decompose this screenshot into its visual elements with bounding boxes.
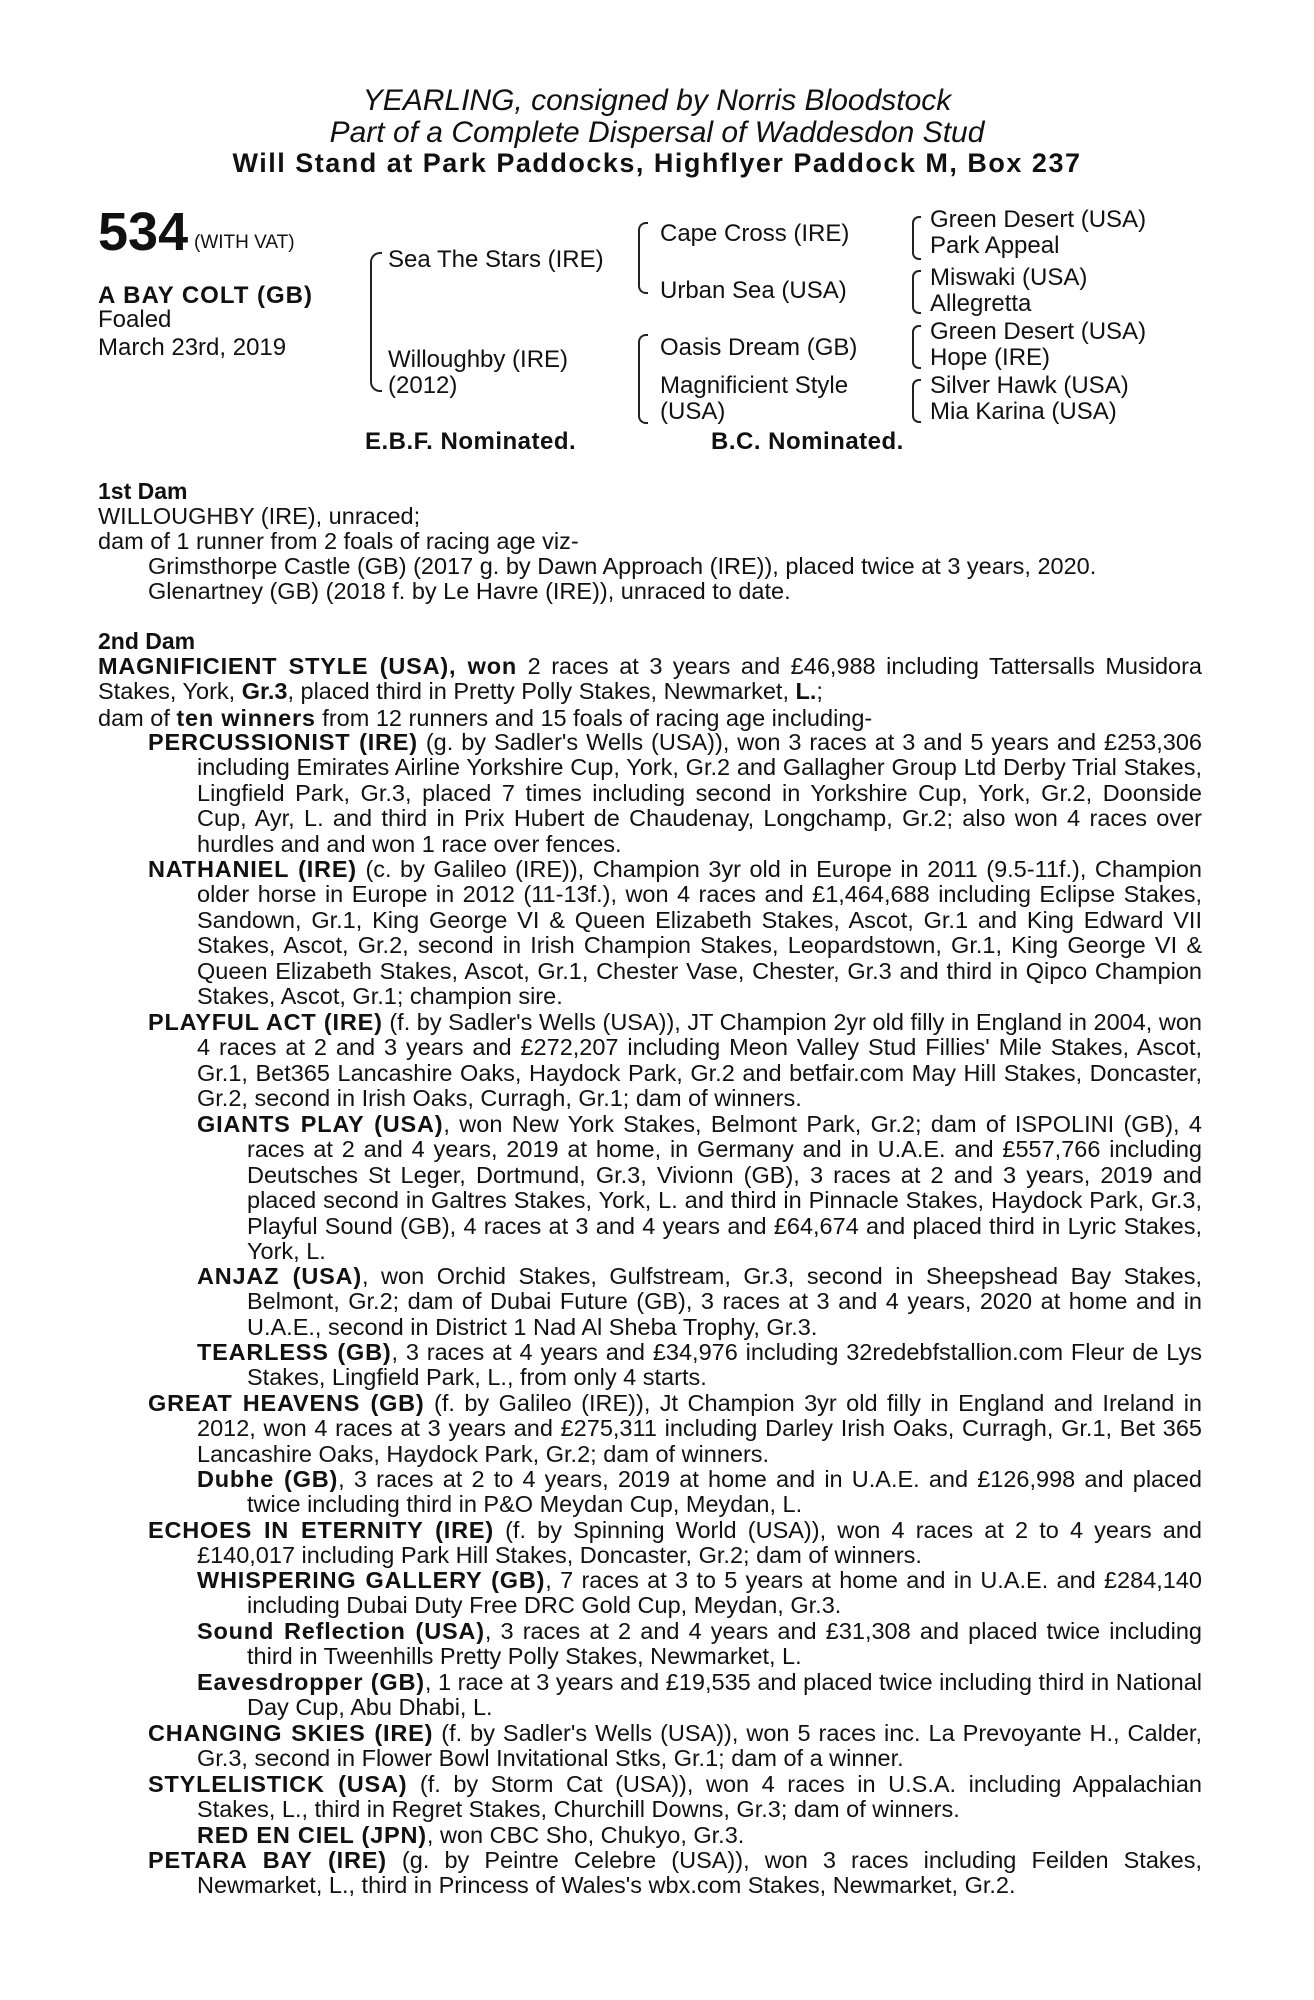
pedigree-sds: Miswaki (USA) [930,264,1088,291]
pedigree-brace-gen1 [370,252,382,392]
foaled-label: Foaled [98,306,172,333]
pedigree-brace-ds [912,325,921,369]
pedigree-brace-dam [638,334,648,424]
produce-great-heavens: GREAT HEAVENS (GB) (f. by Galileo (IRE)), Jt Champion 3yr old filly in England and Ireland in 2012, won 4 races at 3 years and £275,311 including Darley Irish Oaks, Curragh, Gr.1, Bet 365 Lancashire Oaks, Haydock Park, Gr.2; dam of winners. [148,1390,1203,1467]
vat-label: (WITH VAT) [194,232,295,253]
produce-stylelistick: STYLELISTICK (USA) (f. by Storm Cat (USA)), won 4 races in U.S.A. including Appalachian Stakes, L., third in Regret Stakes, Churchill Downs, Gr.3; dam of winners. [148,1771,1202,1823]
second-dam-summary: MAGNIFICIENT STYLE (USA), won 2 races at 3 years and £46,988 including Tattersalls Musidora Stakes, York, Gr.3, placed third in Pretty Polly Stakes, Newmarket, L.; [98,653,1203,705]
produce-echoes-in-eternity: ECHOES IN ETERNITY (IRE) (f. by Spinning World (USA)), won 4 races at 2 to 4 years and £140,017 including Park Hill Stakes, Doncaster, Gr.2; dam of winners. [148,1517,1202,1569]
horse-description: A BAY COLT (GB) [98,282,314,309]
pedigree-dss: Green Desert (USA) [930,318,1147,345]
pedigree-sire: Sea The Stars (IRE) [388,246,604,273]
pedigree-sss: Green Desert (USA) [930,206,1147,233]
produce-sound-reflection: Sound Reflection (USA), 3 races at 2 and 4 years and £31,308 and placed twice including third in Tweenhills Pretty Polly Stakes, Newmarket, L. [197,1618,1202,1670]
pedigree-brace-sd [912,270,921,314]
first-dam-heading: 1st Dam [98,478,188,504]
header-line-1: YEARLING, consigned by Norris Bloodstock [362,84,952,117]
pedigree-ddd: Mia Karina (USA) [930,398,1117,425]
pedigree-brace-ss [912,216,921,260]
produce-red-en-ciel: RED EN CIEL (JPN), won CBC Sho, Chukyo, Gr.3. [197,1822,745,1848]
produce-tearless: TEARLESS (GB), 3 races at 4 years and £34,976 including 32redebfstallion.com Fleur de Lys Stakes, Lingfield Park, L., from only 4 starts. [197,1339,1202,1391]
pedigree-brace-dd [912,379,921,423]
lot-number: 534 [98,202,189,262]
produce-eavesdropper: Eavesdropper (GB), 1 race at 3 years and £19,535 and placed twice including third in National Day Cup, Abu Dhabi, L. [197,1669,1203,1721]
header-line-3: Will Stand at Park Paddocks, Highflyer Paddock M, Box 237 [232,148,1082,178]
produce-whispering-gallery: WHISPERING GALLERY (GB), 7 races at 3 to 5 years at home and in U.A.E. and £284,140 including Dubai Duty Free DRC Gold Cup, Meydan, Gr.3. [197,1567,1203,1619]
foaled-info [98,306,286,362]
produce-dubhe: Dubhe (GB), 3 races at 2 to 4 years, 2019 at home and in U.A.E. and £126,998 and placed twice including third in P&O Meydan Cup, Meydan, L. [197,1466,1202,1518]
pedigree-dds: Silver Hawk (USA) [930,372,1129,399]
pedigree-brace-sire [638,222,648,294]
first-dam-line-1: WILLOUGHBY (IRE), unraced; [98,503,421,529]
second-dam-produce-summary: dam of ten winners from 12 runners and 15 foals of racing age including- [98,705,873,731]
pedigree-ssd: Park Appeal [930,232,1060,259]
first-dam-line-2: dam of 1 runner from 2 foals of racing age viz- [98,528,579,554]
pedigree-dam-dam-line2: (USA) [660,398,726,425]
produce-playful-act: PLAYFUL ACT (IRE) (f. by Sadler's Wells (USA)), JT Champion 2yr old filly in England in 2004, won 4 races at 2 and 3 years and £272,207 including Meon Valley Stud Fillies' Mile Stakes, Ascot, Gr.1, Bet365 Lancashire Oaks, Haydock Park, Gr.2 and betfair.com May Hill Stakes, Doncaster, Gr.2, second in Irish Oaks, Curragh, Gr.1; dam of winners. [148,1009,1202,1112]
pedigree-sire-sire: Cape Cross (IRE) [660,220,850,247]
first-dam-produce-2: Glenartney (GB) (2018 f. by Le Havre (IRE)), unraced to date. [148,578,791,604]
produce-nathaniel: NATHANIEL (IRE) (c. by Galileo (IRE)), Champion 3yr old in Europe in 2011 (9.5-11f.), Champion older horse in Europe in 2012 (11-13f.), won 4 races and £1,464,688 including Eclipse Stakes, Sandown, Gr.1, King George VI & Queen Elizabeth Stakes, Ascot, Gr.1 and King Edward VII Stakes, Ascot, Gr.2, second in Irish Champion Stakes, Leopardstown, Gr.1, King George VI & Queen Elizabeth Stakes, Ascot, Gr.1, Chester Vase, Chester, Gr.3 and third in Qipco Champion Stakes, Ascot, Gr.1; champion sire. [148,856,1202,1010]
produce-petara-bay: PETARA BAY (IRE) (g. by Peintre Celebre (USA)), won 3 races including Feilden Stakes, Newmarket, L., third in Princess of Wales's wbx.com Stakes, Newmarket, Gr.2. [148,1847,1203,1899]
header-line-2: Part of a Complete Dispersal of Waddesdon Stud [329,116,985,149]
second-dam-heading: 2nd Dam [98,628,196,654]
pedigree-dam-dam-line1: Magnificient Style [660,372,849,399]
first-dam-produce-1: Grimsthorpe Castle (GB) (2017 g. by Dawn Approach (IRE)), placed twice at 3 years, 2020. [148,553,1097,579]
pedigree-dam-sire: Oasis Dream (GB) [660,334,858,361]
pedigree-dam-line2: (2012) [388,372,458,399]
ebf-nominated: E.B.F. Nominated. [365,428,577,455]
pedigree-sire-dam: Urban Sea (USA) [660,277,847,304]
produce-percussionist: PERCUSSIONIST (IRE) (g. by Sadler's Wells (USA)), won 3 races at 3 and 5 years and £253,306 including Emirates Airline Yorkshire Cup, York, Gr.2 and Gallagher Group Ltd Derby Trial Stakes, Lingfield Park, Gr.3, placed 7 times including second in Yorkshire Cup, York, Gr.2, Doonside Cup, Ayr, L. and third in Prix Hubert de Chaudenay, Longchamp, Gr.2; also won 4 races over hurdles and and won 1 race over fences. [148,729,1202,857]
produce-anjaz: ANJAZ (USA), won Orchid Stakes, Gulfstream, Gr.3, second in Sheepshead Bay Stakes, Belmont, Gr.2; dam of Dubai Future (GB), 3 races at 3 and 4 years, 2020 at home and in U.A.E., second in District 1 Nad Al Sheba Trophy, Gr.3. [197,1263,1202,1340]
pedigree-dam-line1: Willoughby (IRE) [388,346,569,373]
foaled-date: March 23rd, 2019 [98,334,287,361]
produce-changing-skies: CHANGING SKIES (IRE) (f. by Sadler's Wells (USA)), won 5 races inc. La Prevoyante H., Calder, Gr.3, second in Flower Bowl Invitational Stks, Gr.1; dam of a winner. [148,1720,1202,1772]
produce-giants-play: GIANTS PLAY (USA), won New York Stakes, Belmont Park, Gr.2; dam of ISPOLINI (GB), 4 races at 2 and 4 years, 2019 at home, in Germany and in U.A.E. and £557,766 including Deutsches St Leger, Dortmund, Gr.3, Vivionn (GB), 3 races at 2 and 3 years, 2019 and placed second in Galtres Stakes, York, L. and third in Pinnacle Stakes, Haydock Park, Gr.3, Playful Sound (GB), 4 races at 3 and 4 years and £64,674 and placed third in Lyric Stakes, York, L. [197,1111,1202,1265]
bc-nominated: B.C. Nominated. [711,428,904,455]
pedigree-sdd: Allegretta [930,290,1032,317]
pedigree-dsd: Hope (IRE) [930,344,1051,371]
